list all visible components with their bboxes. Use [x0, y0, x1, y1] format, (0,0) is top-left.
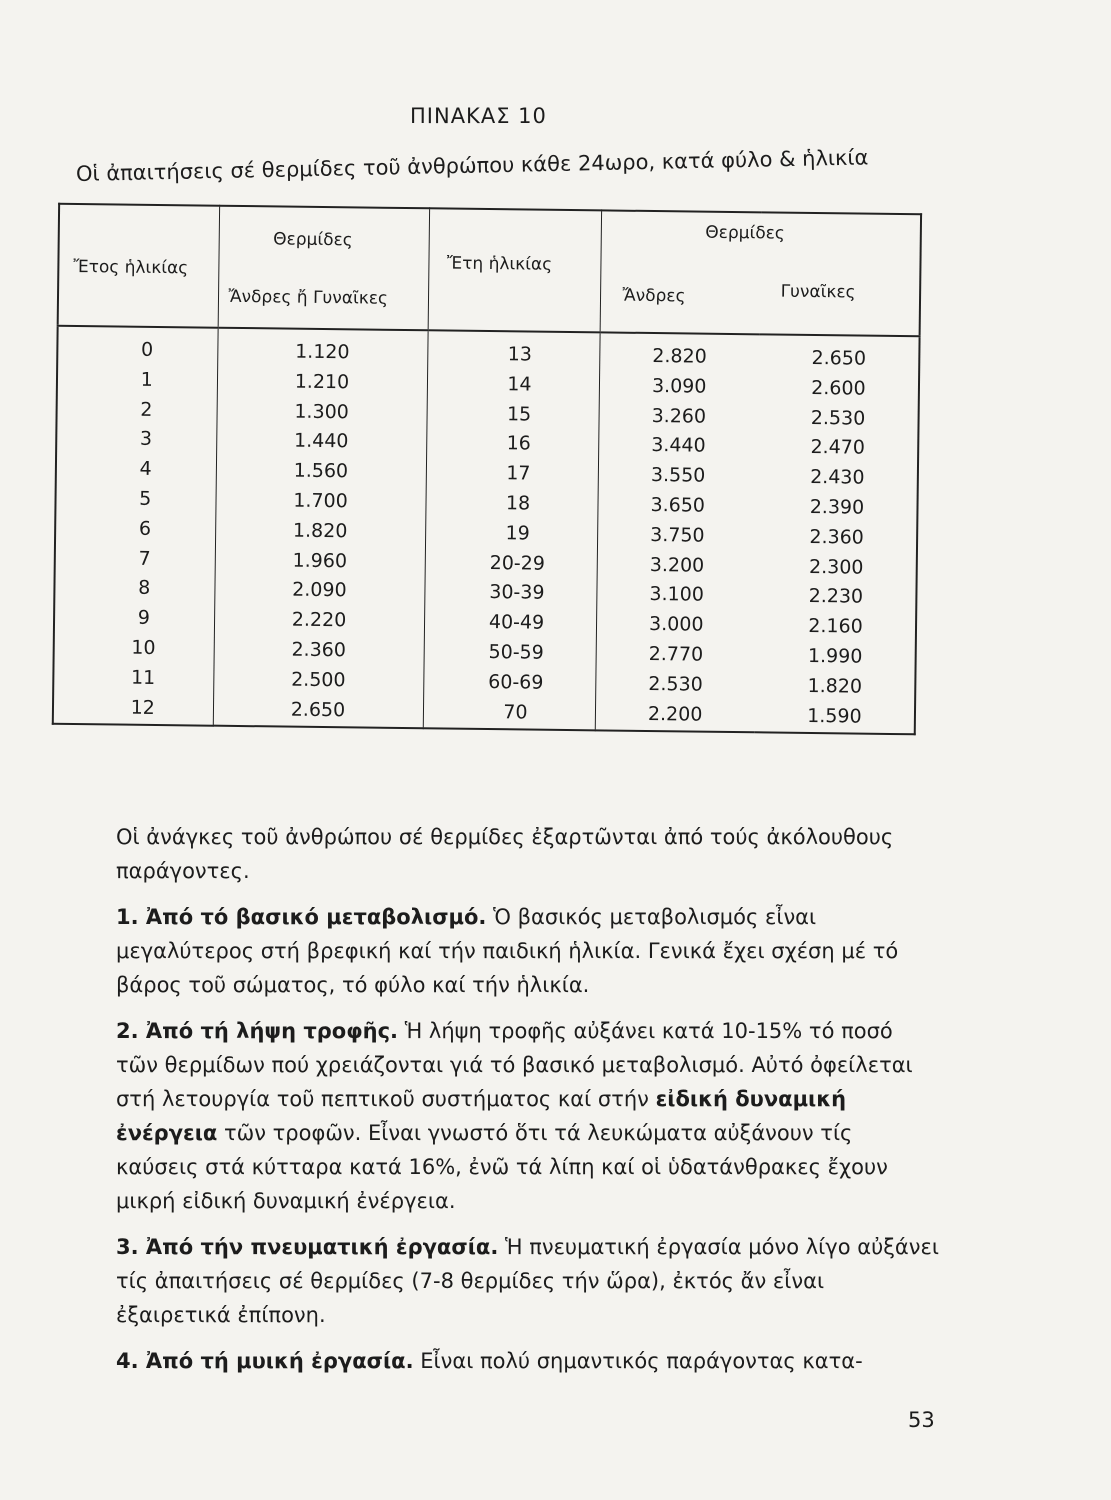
calorie-cell: 1.700 [293, 489, 348, 513]
age-range-cell: 15 [506, 402, 532, 426]
table-title: ΠΙΝΑΚΑΣ 10 [410, 104, 547, 128]
factor-3-body: Ἡ πνευματική ἐργασία μόνο λίγο αὐξάνει τίς ἀπαιτήσεις σέ θερμίδες (7-8 θερμίδες τήν ὥρα), ἐκτός ἄν εἶναι ἐξαιρετικά ἐπίπονη. [116, 1235, 939, 1327]
women-calorie-cell: 2.430 [810, 466, 865, 489]
calorie-cell: 1.300 [294, 400, 349, 423]
calorie-cell: 2.650 [290, 698, 346, 721]
age-cell: 11 [130, 666, 156, 689]
factor-4-body: Εἶναι πολύ σημαντικός παράγοντας κατα- [420, 1349, 863, 1373]
women-calorie-cell: 2.230 [808, 585, 864, 608]
factor-2-bold-term: εἰδική δυναμική ἐνέργεια [116, 1087, 847, 1145]
header-calories-left: Θερμίδες Ἄνδρες ἤ Γυναῖκες [218, 206, 429, 331]
age-range-cell: 17 [506, 462, 531, 485]
women-calorie-cell: 1.990 [807, 644, 863, 668]
age-range-cell: 70 [503, 700, 528, 724]
page-number: 53 [908, 1408, 935, 1432]
age-range-cell: 19 [505, 522, 530, 545]
age-cell: 4 [139, 457, 152, 481]
bleed-through-text [620, 110, 627, 134]
header-age-year: Ἔτος ἡλικίας [58, 204, 219, 328]
men-calorie-cell: 2.770 [648, 642, 704, 666]
column-right-ages [423, 330, 600, 730]
age-cell: 3 [139, 428, 153, 451]
factor-2-paragraph [80, 1014, 940, 1218]
column-men-calories [595, 332, 760, 732]
men-calorie-cell: 2.200 [647, 702, 703, 726]
age-range-cell: 50-59 [488, 641, 544, 664]
factor-1-paragraph [80, 900, 940, 1002]
age-cell: 1 [140, 368, 153, 391]
women-calorie-cell: 1.820 [807, 674, 863, 698]
men-calorie-cell: 3.650 [650, 493, 706, 517]
intro-paragraph: Οἱ ἀνάγκες τοῦ ἀνθρώπου σέ θερμίδες ἐξαρτῶνται ἀπό τούς ἀκόλουθους παράγοντες. [116, 825, 894, 883]
age-range-cell: 14 [507, 373, 532, 396]
calorie-cell: 1.820 [292, 519, 348, 543]
calorie-cell: 1.560 [293, 459, 349, 483]
calorie-cell: 2.360 [291, 638, 347, 662]
age-cell: 7 [138, 547, 151, 570]
men-calorie-cell: 3.200 [649, 553, 705, 577]
age-range-cell: 16 [506, 432, 531, 455]
age-cell: 6 [138, 517, 152, 540]
age-range-cell: 30-39 [489, 581, 545, 605]
calorie-table [52, 203, 920, 728]
men-calorie-cell: 3.440 [651, 434, 706, 458]
calorie-cell: 2.220 [291, 608, 347, 632]
column-left-calories [213, 328, 428, 729]
women-calorie-cell: 2.160 [808, 615, 863, 638]
men-calorie-cell: 3.000 [648, 613, 704, 636]
factor-2-heading: 2. Ἀπό τή λήψη τροφῆς. [116, 1019, 399, 1043]
age-range-cell: 60-69 [488, 670, 544, 694]
calorie-cell: 1.960 [292, 549, 348, 572]
age-cell: 5 [139, 487, 152, 510]
women-calorie-cell: 1.590 [807, 704, 862, 728]
factor-3-paragraph [80, 1230, 940, 1332]
men-calorie-cell: 3.090 [651, 374, 707, 398]
age-cell: 10 [131, 636, 156, 659]
factor-1-heading: 1. Ἀπό τό βασικό μεταβολισμό. [116, 905, 487, 929]
men-calorie-cell: 3.550 [650, 464, 706, 487]
calorie-cell: 1.440 [293, 430, 349, 453]
age-range-cell: 20-29 [489, 551, 546, 575]
women-calorie-cell: 2.600 [811, 376, 866, 400]
factor-4-heading: 4. Ἀπό τή μυική ἐργασία. [116, 1349, 414, 1373]
age-range-cell: 18 [505, 492, 531, 515]
age-range-cell: 40-49 [488, 611, 545, 634]
men-calorie-cell: 3.100 [649, 583, 705, 607]
age-cell: 8 [138, 577, 151, 600]
women-calorie-cell: 2.300 [808, 555, 864, 579]
factor-2-body-a: Ἡ λήψη τροφῆς αὐξάνει κατά 10-15% τό ποσό τῶν θερμίδων πού χρειάζονται γιά τό βασικό μεταβολισμό. Αὐτό ὀφείλεται στή λετουργία τοῦ πεπτικοῦ συστήματος καί στήν [116, 1019, 913, 1111]
women-calorie-cell: 2.470 [810, 436, 866, 460]
table-subtitle: Οἱ ἀπαιτήσεις σέ θερμίδες τοῦ ἀνθρώπου κάθε 24ωρο, κατά φύλο & ἡλικία [75, 145, 869, 186]
women-calorie-cell: 2.650 [811, 346, 867, 370]
body-text [80, 820, 940, 1390]
factor-2-body-b: τῶν τροφῶν. Εἶναι γνωστό ὅτι τά λευκώματα αὐξάνουν τίς καύσεις στά κύτταρα κατά 16%, ἐνῶ τά λίπη καί οἱ ὑδατάνθρακες ἔχουν μικρή εἰδική δυναμική ἐνέργεια. [116, 1121, 888, 1213]
age-cell: 0 [140, 338, 154, 361]
calorie-cell: 2.500 [291, 668, 346, 692]
factor-1-body: Ὁ βασικός μεταβολισμός εἶναι μεγαλύτερος στή βρεφική καί τήν παιδική ἡλικία. Γενικά ἔχει σχέση μέ τό βάρος τοῦ σώματος, τό φύλο καί τήν ἡλικία. [116, 905, 899, 997]
column-left-ages [53, 326, 218, 726]
calorie-cell: 1.120 [295, 340, 350, 364]
header-age-years: Ἔτη ἡλικίας [428, 208, 601, 332]
factor-3-heading: 3. Ἀπό τήν πνευματική ἐργασία. [116, 1235, 499, 1259]
header-calories-right: Θερμίδες Ἄνδρες Γυναῖκες [600, 210, 921, 336]
men-calorie-cell: 2.820 [652, 345, 707, 368]
calorie-cell: 2.090 [292, 579, 347, 602]
women-calorie-cell: 2.390 [809, 495, 865, 519]
age-cell: 9 [137, 606, 151, 630]
age-cell: 12 [130, 696, 155, 719]
age-range-cell: 13 [507, 343, 533, 366]
column-women-calories [755, 334, 920, 734]
factor-4-paragraph [80, 1344, 940, 1378]
men-calorie-cell: 2.530 [648, 672, 703, 696]
calorie-cell: 1.210 [294, 370, 350, 394]
men-calorie-cell: 3.260 [651, 404, 707, 428]
women-calorie-cell: 2.360 [809, 525, 864, 549]
men-calorie-cell: 3.750 [650, 523, 705, 547]
age-cell: 2 [140, 398, 153, 421]
women-calorie-cell: 2.530 [810, 406, 866, 430]
